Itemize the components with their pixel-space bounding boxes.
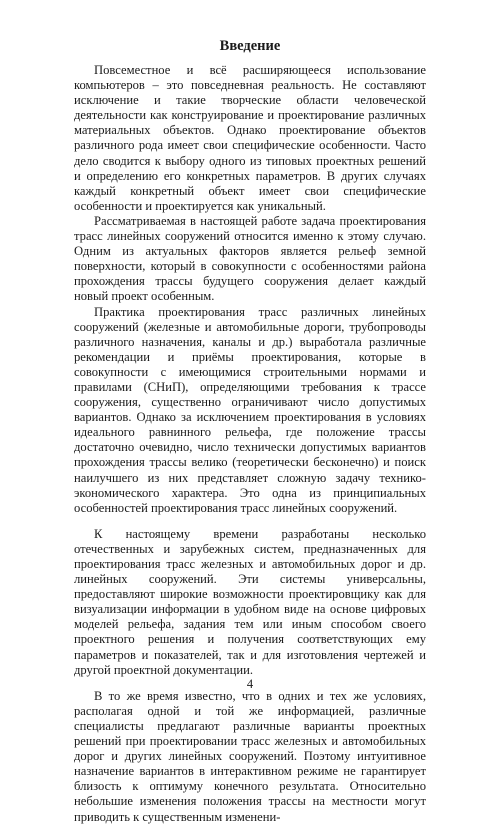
section-heading: Введение	[219, 38, 281, 54]
paragraph-5: В то же время известно, что в одних и тех же условиях, располагая одной и той же информацией, различные специалисты предлагают различные варианты проектных решений при проектировании трасс железных и автомобильных дорог и других линейных сооружений. Поэтому интуитивное назначение вариантов в интерактивном режиме не гарантирует близость к оптимуму конечного результата. Относительно небольшие изменения положения трассы на местности могут приводить к существенным изменени-	[74, 688, 426, 824]
paragraph-4: К настоящему времени разработаны несколько отечественных и зарубежных систем, предназначенных для проектирования трасс железных и автомобильных дорог и др. линейных сооружений. Эти системы универсальны, предоставляют широкие возможности проектировщику как для визуализации информации в удобном виде на основе цифровых моделей рельефа, задания тем или иным способом своего проектного решения и получения соответствующих ему параметров и показателей, так и для изготовления чертежей и другой проектной документации.	[74, 526, 426, 677]
paragraph-2: Рассматриваемая в настоящей работе задача проектирования трасс линейных сооружений относится именно к этому случаю. Одним из актуальных факторов является рельеф земной поверхности, который в совокупности с особенностями района прохождения трассы будущего сооружения делает каждый новый проект особенным.	[74, 213, 426, 304]
paragraph-1: Повсеместное и всё расширяющееся использование компьютеров – это повседневная реальность. Не составляют исключение и такие творческие области человеческой деятельности как конструирование и проектирование различных материальных объектов. Однако проектирование объектов различного рода имеет свои специфические особенности. Часто дело сводится к выбору одного из типовых проектных решений и определению его конкретных параметров. В других случаях каждый конкретный объект имеет свои специфические особенности и проектируется как уникальный.	[74, 63, 426, 213]
body-text	[74, 63, 426, 825]
paragraph-3: Практика проектирования трасс различных линейных сооружений (железные и автомобильные дороги, трубопроводы различного назначения, каналы и др.) выработала различные рекомендации и приёмы проектирования, которые в совокупности с имеющимися строительными нормами и правилами (СНиП), определяющими требования к трассе сооружения, существенно ограничивают число допустимых вариантов. Однако за исключением проектирования в условиях идеального равнинного рельефа, где положение трассы достаточно очевидно, число технически допустимых вариантов прохождения трассы велико (теоретически бесконечно) и поиск наилучшего из них представляет сложную задачу технико-экономического характера. Это одна из принципиальных особенностей проектирования трасс линейных сооружений.	[74, 304, 426, 515]
page-number: 4	[246, 677, 254, 691]
